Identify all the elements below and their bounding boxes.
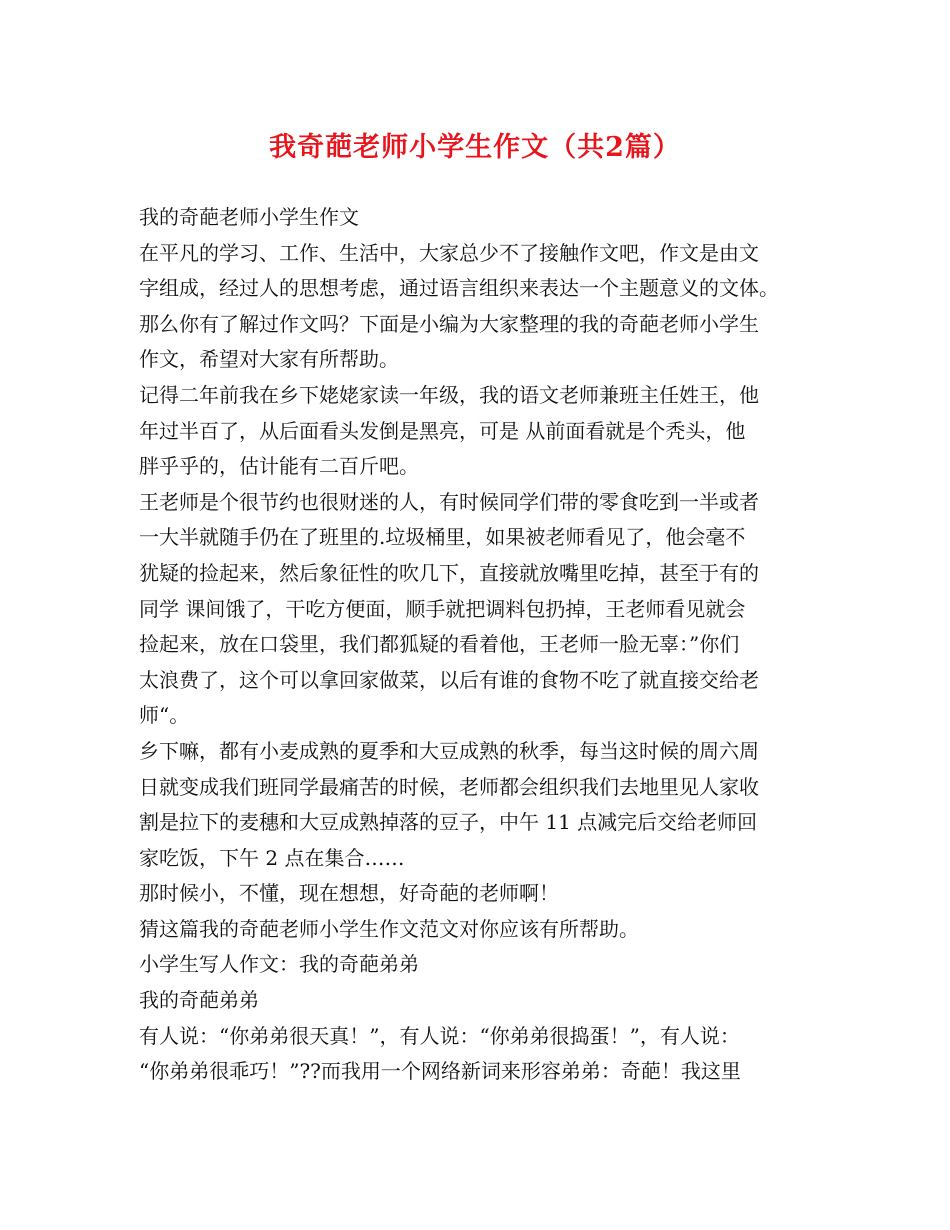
text-line: 年过半百了，从后面看头发倒是黑亮，可是 从前面看就是个秃头，他 — [139, 418, 746, 443]
text-line: “你弟弟很乖巧！”??而我用一个网络新词来形容弟弟：奇葩！我这里 — [139, 1059, 741, 1084]
text-line: 在平凡的学习、工作、生活中，大家总少不了接触作文吧，作文是由文 — [139, 240, 759, 265]
text-line: 同学 课间饿了，干吃方便面，顺手就把调料包扔掉，王老师看见就会 — [139, 596, 746, 621]
text-line: 我的奇葩弟弟 — [139, 988, 259, 1013]
text-line: 王老师是个很节约也很财迷的人，有时候同学们带的零食吃到一半或者 — [139, 489, 759, 514]
text-line: 有人说：“你弟弟很天真！”，有人说：“你弟弟很捣蛋！”，有人说： — [139, 1023, 740, 1048]
text-line: 家吃饭，下午 2 点在集合…… — [139, 845, 405, 870]
text-line: 犹疑的捡起来，然后象征性的吹几下，直接就放嘴里吃掉，甚至于有的 — [139, 560, 759, 585]
text-line: 字组成，经过人的思想考虑，通过语言组织来表达一个主题意义的文体。 — [139, 276, 779, 301]
text-line: 乡下嘛，都有小麦成熟的夏季和大豆成熟的秋季，每当这时候的周六周 — [139, 738, 759, 763]
text-line: 作文，希望对大家有所帮助。 — [139, 347, 399, 372]
document-title: 我奇葩老师小学生作文（共2篇） — [269, 132, 681, 163]
text-line: 日就变成我们班同学最痛苦的时候，老师都会组织我们去地里见人家收 — [139, 774, 759, 799]
text-line: 猜这篇我的奇葩老师小学生作文范文对你应该有所帮助。 — [139, 916, 639, 941]
text-line: 太浪费了，这个可以拿回家做菜，以后有谁的食物不吃了就直接交给老 — [139, 667, 759, 692]
text-line: 一大半就随手仍在了班里的.垃圾桶里，如果被老师看见了，他会毫不 — [139, 525, 746, 550]
text-line: 记得二年前我在乡下姥姥家读一年级，我的语文老师兼班主任姓王，他 — [139, 382, 759, 407]
text-line: 捡起来，放在口袋里，我们都狐疑的看着他，王老师一脸无辜：”你们 — [139, 632, 740, 657]
text-line: 那时候小，不懂，现在想想，好奇葩的老师啊！ — [139, 881, 559, 906]
text-line: 师“。 — [139, 703, 190, 728]
text-line: 小学生写人作文：我的奇葩弟弟 — [139, 952, 419, 977]
text-line: 那么你有了解过作文吗？下面是小编为大家整理的我的奇葩老师小学生 — [139, 311, 759, 336]
text-line: 胖乎乎的，估计能有二百斤吧。 — [139, 454, 419, 479]
text-line: 我的奇葩老师小学生作文 — [139, 205, 359, 229]
text-line: 割是拉下的麦穗和大豆成熟掉落的豆子，中午 11 点减完后交给老师回 — [139, 810, 758, 835]
document-body — [139, 200, 819, 1090]
